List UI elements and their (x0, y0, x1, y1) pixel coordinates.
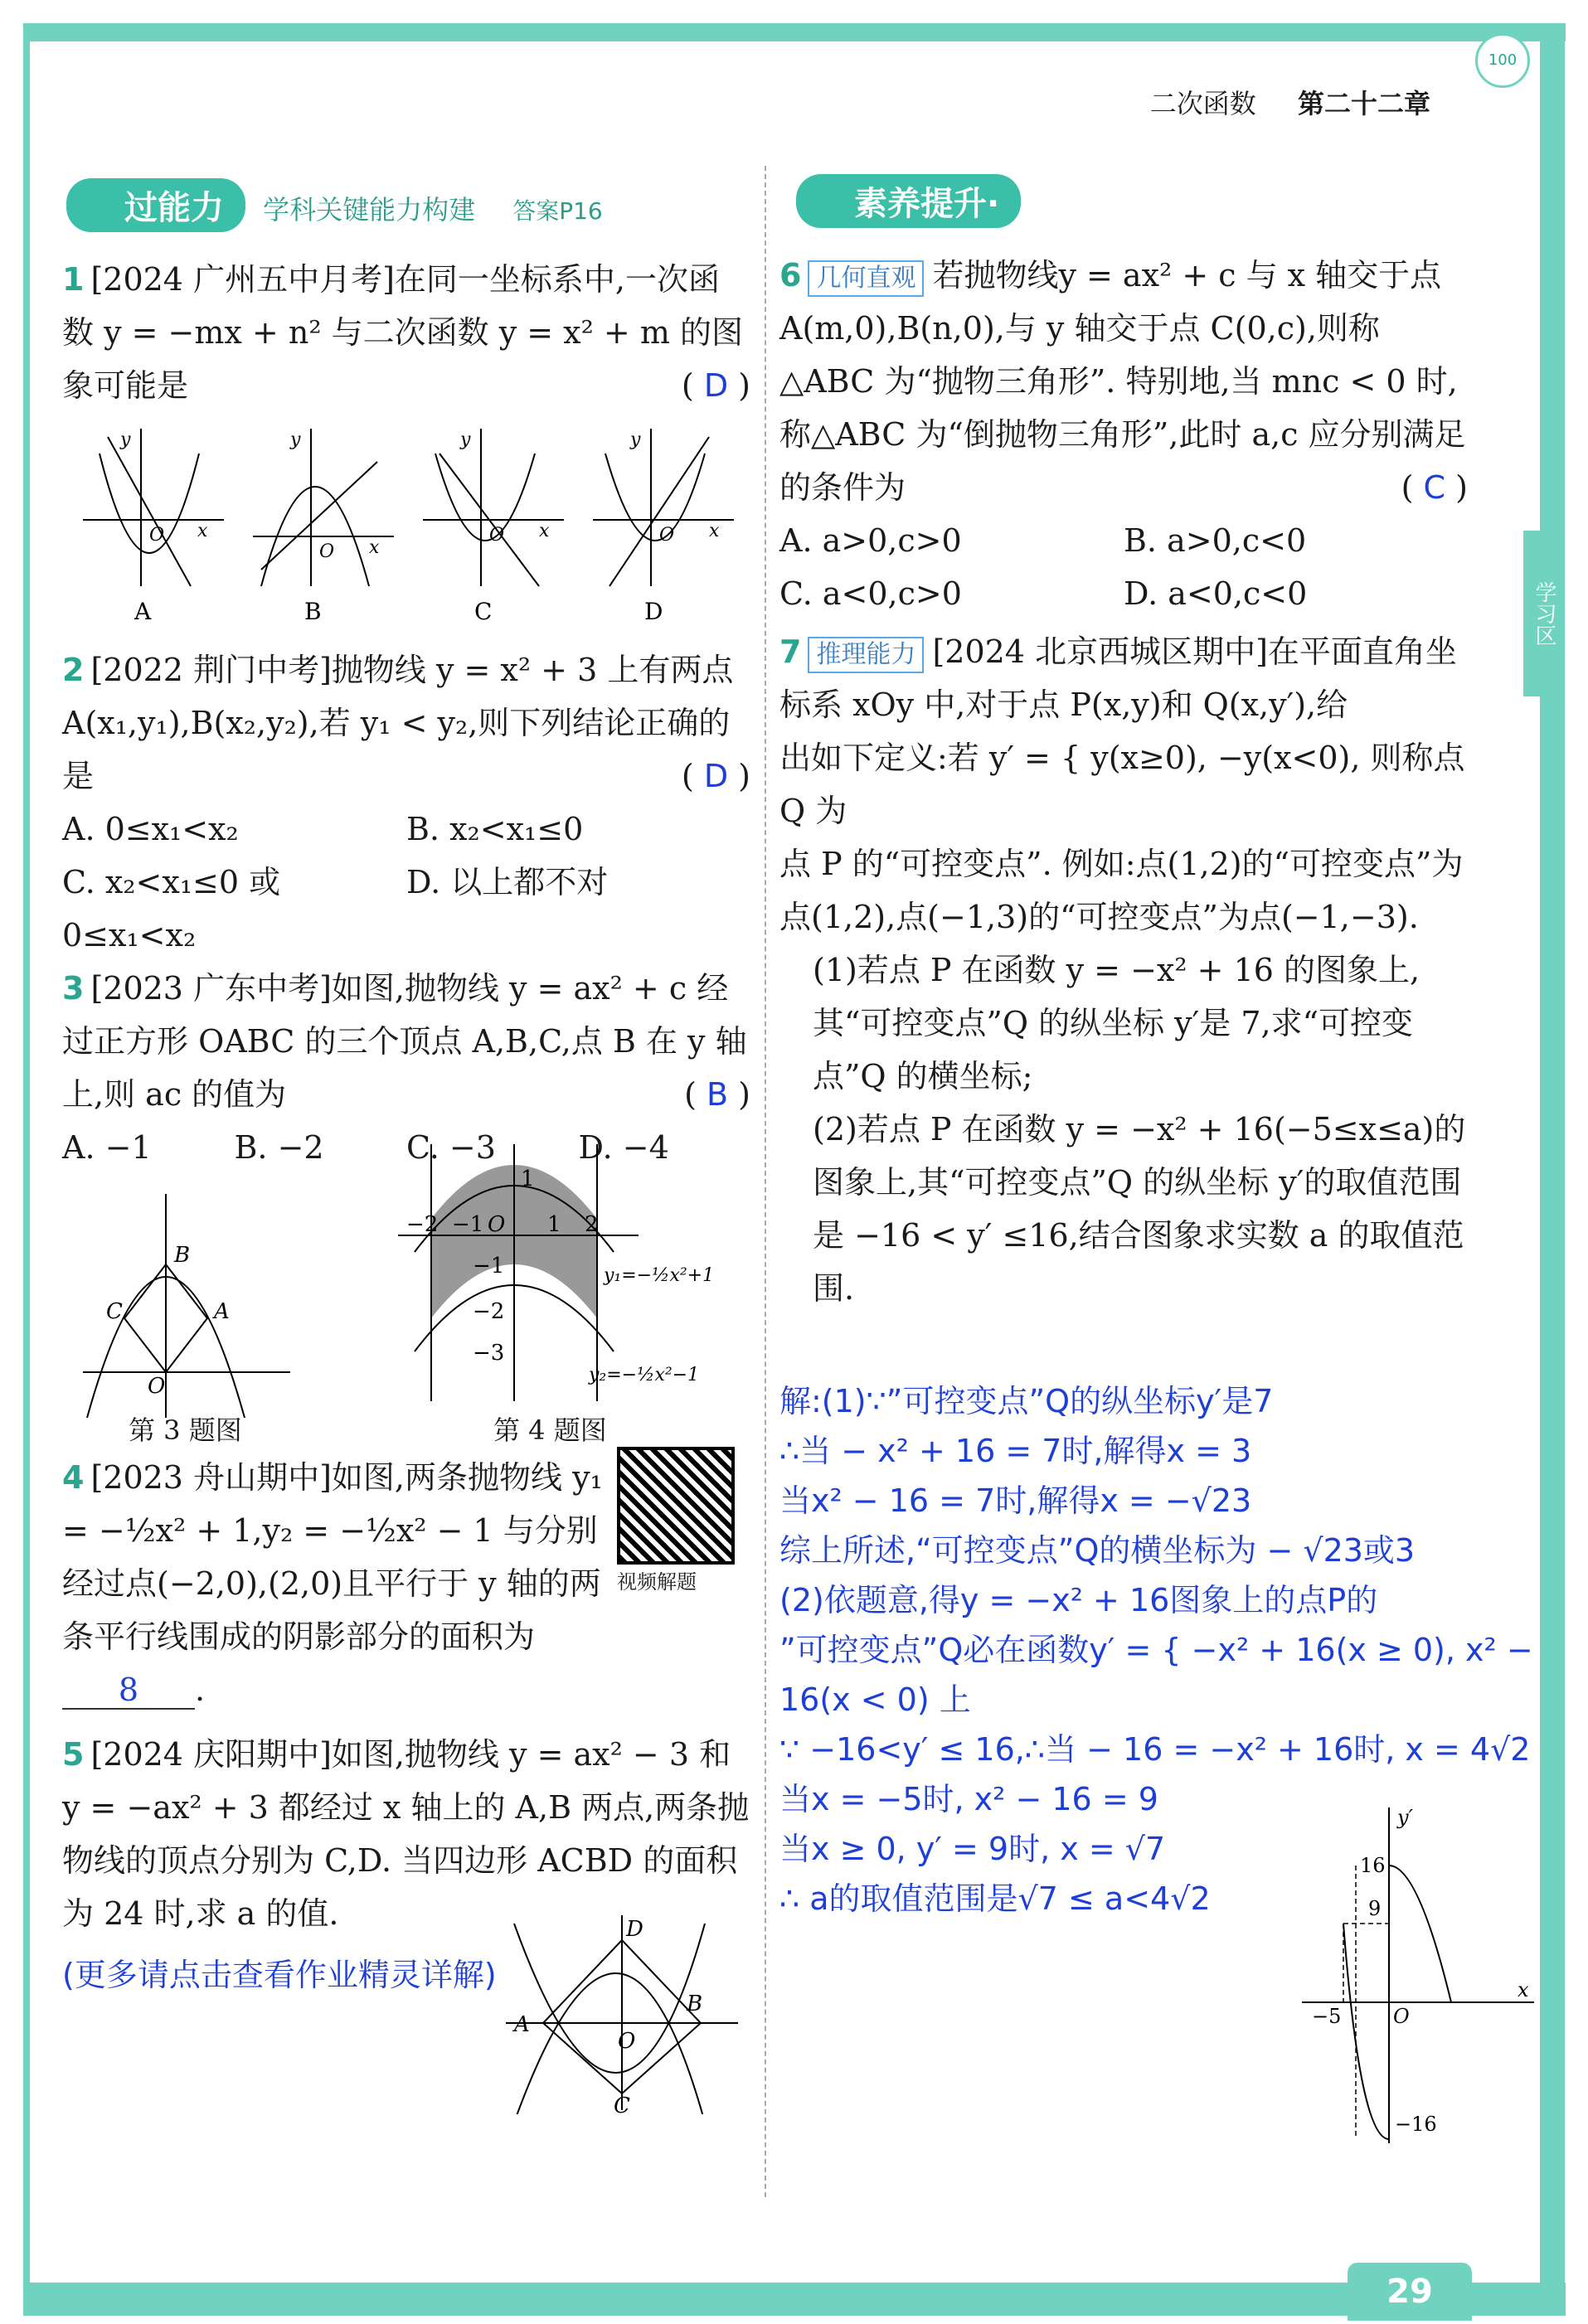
figure-5 (498, 1907, 746, 2114)
question-7 (779, 625, 1468, 1315)
q6-option-b: B. a>0,c<0 (1124, 522, 1307, 559)
fig4-curve2: y₂=−½x²−1 (589, 1365, 700, 1385)
q3-option-c: C. −3 (406, 1129, 496, 1166)
q1d-y: y (630, 429, 641, 450)
fig4-origin: O (488, 1212, 506, 1237)
q2-option-c: C. x₂<x₁≤0 或 0≤x₁<x₂ (62, 864, 281, 953)
q6-text: 若抛物线y = ax² + c 与 x 轴交于点 A(m,0),B(n,0),与 y 轴交于点 C(0,c),则称△ABC 为“抛物三角形”. 特别地,当 mnc < 0 时,称△ABC 为“倒抛物三角形”,此时 a,c 应分别满足的条件为 (779, 257, 1466, 506)
fig4-tick-1: 1 (547, 1212, 561, 1237)
q6-answer-paren: ( C ) (1401, 469, 1468, 506)
q1-graph-a (83, 429, 224, 625)
figure-3 (75, 1169, 323, 1426)
q1d-x: x (709, 521, 720, 541)
fig3-c: C (106, 1299, 123, 1324)
q1-label-d: D (644, 598, 663, 625)
q6-option-a: A. a>0,c>0 (779, 522, 962, 559)
sol-tick-16: 16 (1360, 1854, 1386, 1877)
qr-code[interactable] (617, 1447, 735, 1565)
q1-label-b: B (304, 598, 322, 625)
q1a-o: O (149, 525, 165, 546)
q1-label-a: A (134, 598, 152, 625)
q1-graph-b (253, 429, 394, 625)
qr-caption: 视频解题 (617, 1570, 697, 1594)
q4-number: 4 (62, 1459, 85, 1496)
solution-line: 当x² − 16 = 7时,解得x = −√23 (779, 1482, 1252, 1519)
more-details-link[interactable]: (更多请点击查看作业精灵详解) (62, 1957, 497, 1993)
solution-line: 当x ≥ 0, y′ = 9时, x = √7 (779, 1831, 1166, 1867)
header-topic: 二次函数 (1149, 88, 1256, 119)
answer-ref: 答案P16 (512, 197, 603, 225)
fig5-a: A (514, 2012, 530, 2037)
sol-axis-x: x (1518, 1978, 1529, 2001)
q3-number: 3 (62, 970, 85, 1007)
sol-tick-9: 9 (1368, 1897, 1382, 1920)
q1c-o: O (489, 525, 505, 546)
q3-text: [2023 广东中考]如图,抛物线 y = ax² + c 经过正方形 OABC 的三个顶点 A,B,C,点 B 在 y 轴上,则 ac 的值为 (62, 970, 747, 1113)
q1c-y: y (460, 429, 471, 450)
fig4-tick-n2: −2 (406, 1212, 439, 1237)
q7-number: 7 (779, 633, 802, 670)
fig4-y1: 1 (521, 1167, 535, 1191)
q2-options (62, 803, 750, 962)
q1-graph-d (593, 429, 734, 625)
left-column (62, 253, 750, 1174)
q1-graphs (62, 412, 750, 628)
solution-line: (2)依题意,得y = −x² + 16图象上的点P的 (779, 1582, 1378, 1618)
frame-bottom (23, 2283, 1566, 2316)
page-number: 29 (1348, 2263, 1472, 2321)
left-section-tag: 过能力 (66, 178, 245, 232)
column-divider (765, 166, 766, 2197)
q4-answer: 8 (62, 1671, 195, 1710)
right-section-banner (796, 174, 1021, 228)
q1a-x: x (197, 521, 208, 541)
solution-graph (1294, 1799, 1542, 2147)
q2-answer: D (703, 758, 729, 794)
q2-option-a: A. 0≤x₁<x₂ (62, 811, 239, 847)
q1-answer: D (703, 367, 729, 404)
sol-tick-n16: −16 (1395, 2113, 1437, 2136)
q1b-x: x (369, 537, 380, 558)
q1-number: 1 (62, 261, 85, 298)
question-2 (62, 643, 750, 962)
fig4-yn3: −3 (473, 1341, 505, 1366)
solution-line: ∴ a的取值范围是√7 ≤ a<4√2 (779, 1880, 1211, 1917)
fig5-d: D (626, 1917, 643, 1942)
fig4-yn1: −1 (473, 1254, 505, 1278)
q2-answer-paren: ( D ) (681, 758, 750, 794)
header-chapter: 第二十二章 (1297, 88, 1430, 119)
q7-text-b: 点 P 的“可控变点”. 例如:点(1,2)的“可控变点”为点(1,2),点(−1,3)的“可控变点”为点(−1,−3). (779, 846, 1464, 935)
q4-text-b: y₁ = −½x² + 1,y₂ = −½x² − 1 与分别经过点(−2,0),(2,0)且平行于 y 轴的两条平行线围成的阴影部分的面积为 (62, 1459, 603, 1655)
fig3-o: O (148, 1374, 166, 1399)
left-section-banner (66, 178, 603, 232)
q1b-y: y (290, 429, 301, 450)
frame-left (23, 23, 30, 2295)
q3-answer-paren: ( B ) (684, 1076, 750, 1113)
q6-options (779, 514, 1468, 620)
q1-answer-paren: ( D ) (681, 367, 750, 404)
figure-3-caption: 第 3 题图 (129, 1414, 242, 1446)
frame-right (1540, 23, 1565, 2295)
sol-origin: O (1393, 2005, 1410, 2028)
question-1 (62, 253, 750, 412)
sol-axis-y: y′ (1397, 1806, 1414, 1829)
q2-number: 2 (62, 652, 85, 688)
q2-option-b: B. x₂<x₁≤0 (406, 811, 584, 847)
fig4-tick-2: 2 (585, 1212, 599, 1237)
left-section-subtitle: 学科关键能力构建 (263, 194, 476, 226)
q7-definition: 出如下定义:若 y′ = { y(x≥0), −y(x<0), 则称点 Q 为 (779, 740, 1465, 829)
fig4-yn2: −2 (473, 1299, 505, 1324)
fig3-a: A (214, 1299, 230, 1324)
q3-option-d: D. −4 (578, 1129, 669, 1166)
q5-text: [2024 庆阳期中]如图,抛物线 y = ax² − 3 和 y = −ax² + 3 都经过 x 轴上的 A,B 两点,两条抛物线的顶点分别为 C,D. 当四边形 ACBD 的面积为 24 时,求 a 的值. (62, 1736, 750, 1932)
fig5-b: B (687, 1992, 703, 2016)
logo-badge: 100 (1475, 33, 1530, 88)
fig5-o: O (618, 2029, 636, 2054)
solution-line: ∴当 − x² + 16 = 7时,解得x = 3 (779, 1433, 1252, 1469)
q3-answer: B (707, 1076, 729, 1113)
q6-number: 6 (779, 257, 802, 294)
q6-label: 几何直观 (808, 260, 924, 297)
question-6 (779, 249, 1468, 620)
q7-text-a: [2024 北京西城区期中]在平面直角坐标系 xOy 中,对于点 P(x,y)和 Q(x,y′),给 (779, 633, 1457, 723)
q3-option-a: A. −1 (62, 1129, 152, 1166)
frame-top (23, 23, 1566, 41)
q1b-o: O (319, 541, 335, 562)
solution-line: 综上所述,“可控变点”Q的横坐标为 − √23或3 (779, 1532, 1416, 1569)
q1c-x: x (539, 521, 550, 541)
solution-line: 当x = −5时, x² − 16 = 9 (779, 1781, 1158, 1817)
q6-option-d: D. a<0,c<0 (1124, 575, 1308, 612)
right-section-tag: 素养提升· (796, 174, 1021, 228)
q6-option-c: C. a<0,c>0 (779, 575, 962, 612)
figure-4-caption: 第 4 题图 (493, 1414, 607, 1446)
q1-graph-c (423, 429, 564, 625)
q4-text-a: [2023 舟山期中]如图,两条抛物线 (90, 1459, 562, 1496)
q6-answer: C (1423, 469, 1446, 506)
q2-option-d: D. 以上都不对 (406, 864, 609, 900)
sol-tick-n5: −5 (1312, 2005, 1342, 2028)
side-tab[interactable]: 学习区 (1523, 531, 1565, 696)
fig5-c: C (614, 2094, 630, 2114)
solution-line: ∵ −16<y′ ≤ 16,∴当 − 16 = −x² + 16时, x = 4√2 (779, 1731, 1531, 1768)
solution-line: 解:(1)∵”可控变点”Q的纵坐标y′是7 (779, 1383, 1274, 1419)
page-header (1150, 83, 1430, 121)
figure-4 (390, 1136, 738, 1409)
q1-text: [2024 广州五中月考]在同一坐标系中,一次函数 y = −mx + n² 与二次函数 y = x² + m 的图象可能是 (62, 261, 743, 404)
fig4-curve1: y₁=−½x²+1 (604, 1265, 715, 1286)
fig4-tick-n1: −1 (452, 1212, 484, 1237)
solution-line: ”可控变点”Q必在函数y′ = { −x² + 16(x ≥ 0), x² − 16(x < 0) 上 (779, 1632, 1533, 1718)
q5-number: 5 (62, 1736, 85, 1773)
q7-label: 推理能力 (808, 637, 924, 673)
q7-part1: (1)若点 P 在函数 y = −x² + 16 的图象上,其“可控变点”Q 的纵坐标 y′是 7,求“可控变点”Q 的横坐标; (813, 952, 1420, 1094)
fig3-b: B (174, 1243, 191, 1268)
q2-text: [2022 荆门中考]抛物线 y = x² + 3 上有两点 A(x₁,y₁),B(x₂,y₂),若 y₁ < y₂,则下列结论正确的是 (62, 652, 734, 794)
q1-label-c: C (474, 598, 493, 625)
q1a-y: y (120, 429, 131, 450)
q7-part2: (2)若点 P 在函数 y = −x² + 16(−5≤x≤a)的图象上,其“可控变点”Q 的纵坐标 y′的取值范围是 −16 < y′ ≤16,结合图象求实数 a 的取值范围. (813, 1111, 1466, 1307)
q3-option-b: B. −2 (234, 1129, 324, 1166)
q1d-o: O (659, 525, 675, 546)
question-4: 4 [2023 舟山期中]如图,两条抛物线 y₁ = −½x² + 1,y₂ = −½x² − 1 与分别经过点(−2,0),(2,0)且平行于 y 轴的两条平行线围成的阴影部分的面积为 8 . (62, 1459, 603, 1708)
right-column (779, 249, 1468, 1315)
